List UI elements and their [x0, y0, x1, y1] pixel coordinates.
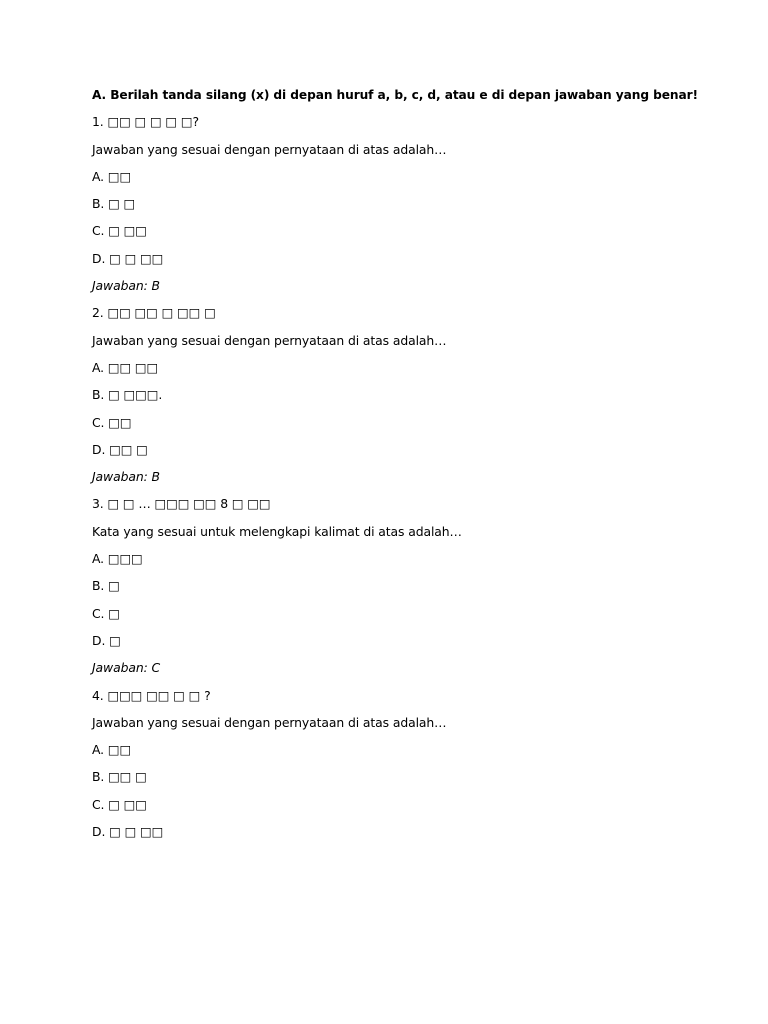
instruction-heading: A. Berilah tanda silang (x) di depan huruf a, b, c, d, atau e di depan jawaban yang benar! — [92, 88, 698, 102]
question-2 — [92, 302, 692, 493]
question-3 — [92, 493, 692, 684]
answer-key: Jawaban: C — [92, 660, 161, 676]
option-d: D. □ □ □□ — [92, 824, 164, 840]
option-c: C. □ — [92, 605, 120, 621]
option-b: B. □ — [92, 578, 120, 594]
option-c: C. □ □□ — [92, 796, 147, 812]
option-b: B. □□ □ — [92, 769, 147, 785]
option-d: D. □ □ □□ — [92, 250, 164, 266]
question-text: 3. □ □ … □□□ □□ 8 □ □□ — [92, 496, 271, 512]
question-prompt: Jawaban yang sesuai dengan pernyataan di atas adalah… — [92, 714, 447, 730]
question-prompt: Jawaban yang sesuai dengan pernyataan di atas adalah… — [92, 332, 447, 348]
option-a: A. □□ — [92, 168, 132, 184]
option-a: A. □□□ — [92, 551, 143, 567]
option-a: A. □□ — [92, 742, 132, 758]
answer-key: Jawaban: B — [92, 469, 160, 485]
option-b: B. □ □ — [92, 196, 136, 212]
question-prompt: Jawaban yang sesuai dengan pernyataan di atas adalah… — [92, 141, 447, 157]
document-page — [92, 84, 698, 848]
answer-key: Jawaban: B — [92, 278, 160, 294]
option-c: C. □ □□ — [92, 223, 147, 239]
option-a: A. □□ □□ — [92, 359, 159, 375]
option-c: C. □□ — [92, 414, 132, 430]
question-4 — [92, 685, 692, 849]
option-d: D. □ — [92, 632, 121, 648]
option-d: D. □□ □ — [92, 441, 148, 457]
question-text: 2. □□ □□ □ □□ □ — [92, 305, 216, 321]
question-text: 4. □□□ □□ □ □ ? — [92, 687, 211, 703]
option-b: B. □ □□□. — [92, 387, 163, 403]
question-text: 1. □□ □ □ □ □? — [92, 114, 199, 130]
question-1 — [92, 111, 692, 302]
question-prompt: Kata yang sesuai untuk melengkapi kalimat di atas adalah… — [92, 523, 462, 539]
